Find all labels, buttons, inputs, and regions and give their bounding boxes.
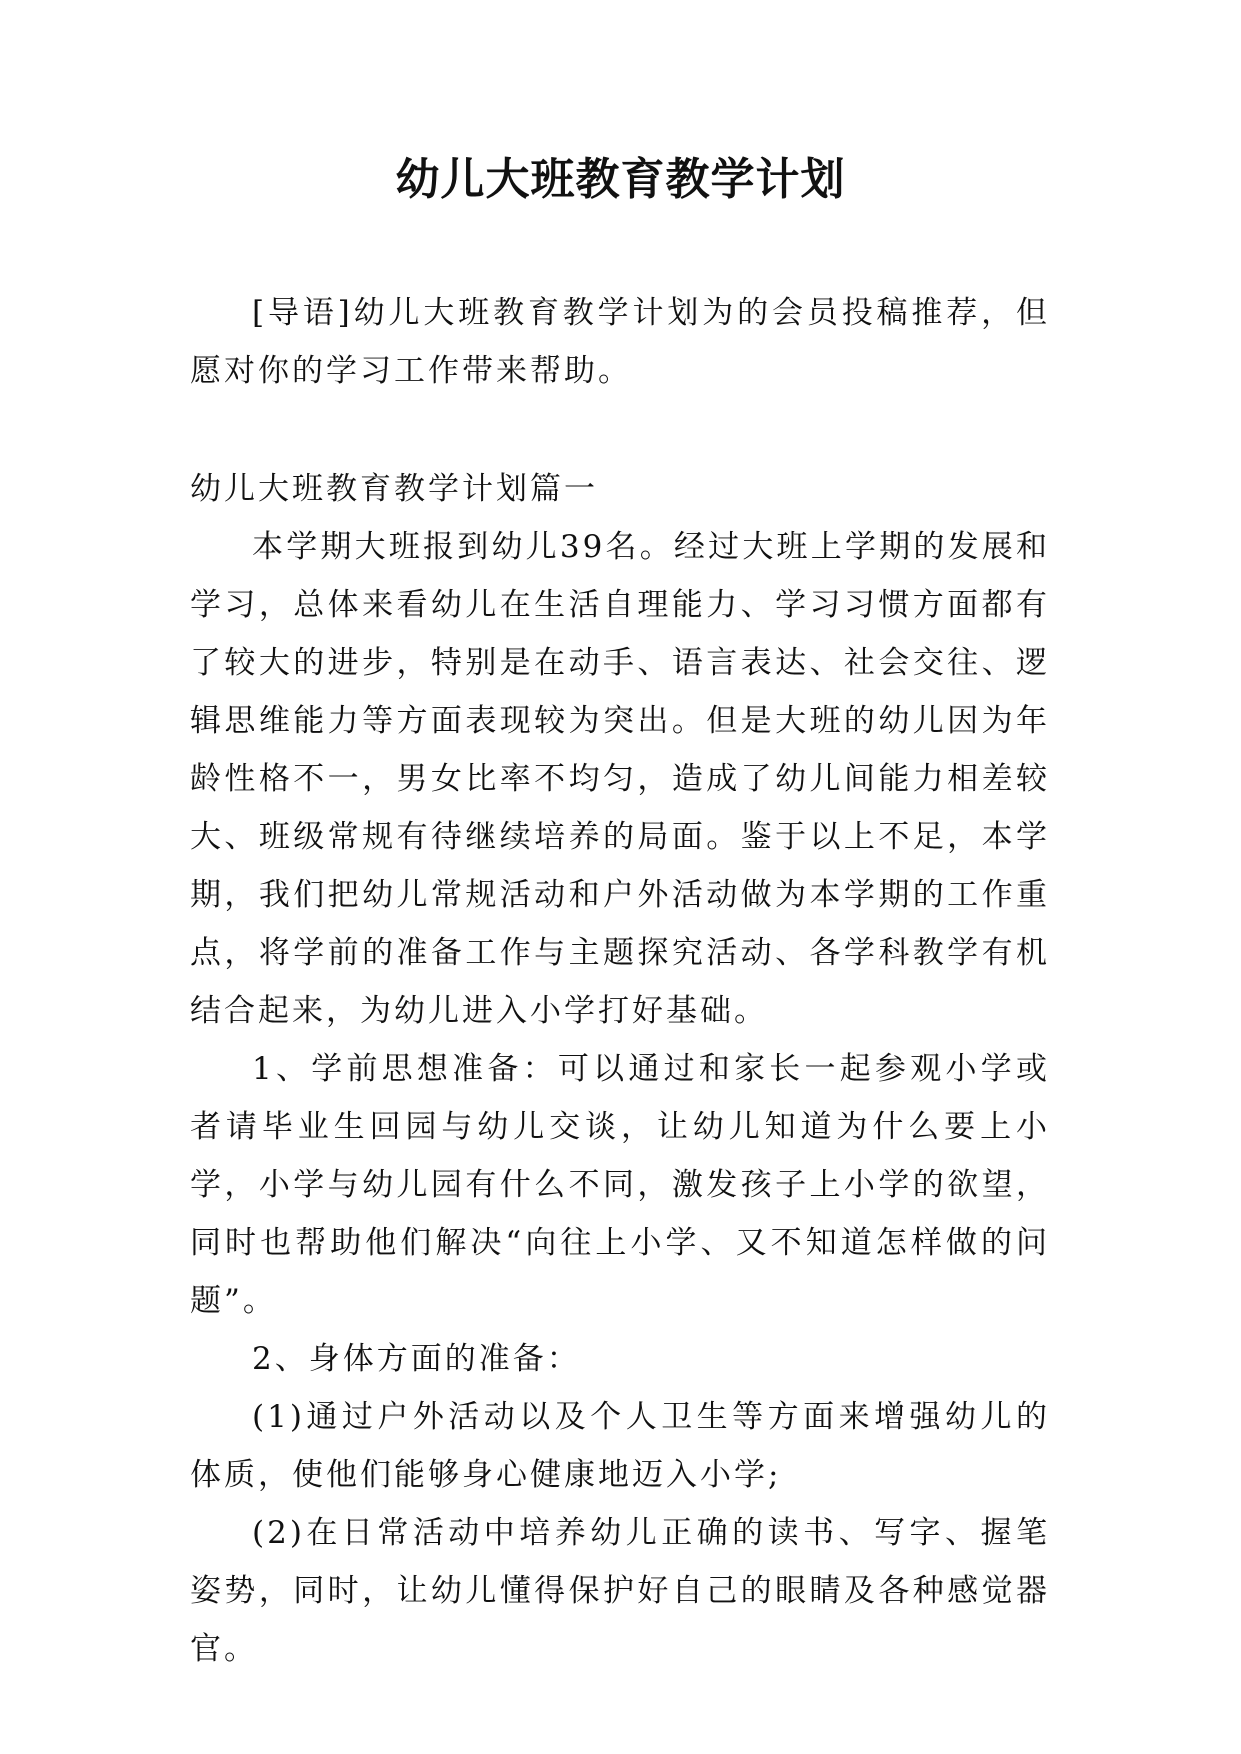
body-paragraph-4: (1)通过户外活动以及个人卫生等方面来增强幼儿的体质，使他们能够身心健康地迈入小学; (190, 1399, 1050, 1493)
intro-paragraph: [导语]幼儿大班教育教学计划为的会员投稿推荐，但愿对你的学习工作带来帮助。 (190, 295, 1050, 389)
document-title: 幼儿大班教育教学计划 (395, 154, 846, 205)
body-paragraph-5: (2)在日常活动中培养幼儿正确的读书、写字、握笔姿势，同时，让幼儿懂得保护好自己的眼睛及各种感觉器官。 (190, 1515, 1050, 1667)
spacer (190, 400, 1050, 460)
section-heading: 幼儿大班教育教学计划篇一 (190, 471, 598, 507)
body-paragraph-2: 1、学前思想准备：可以通过和家长一起参观小学或者请毕业生回园与幼儿交谈，让幼儿知道为什么要上小学，小学与幼儿园有什么不同，激发孩子上小学的欲望，同时也帮助他们解决“向往上小学、又不知道怎样做的问题”。 (190, 1051, 1050, 1319)
document-body (190, 284, 1050, 1678)
body-paragraph-3: 2、身体方面的准备： (252, 1341, 581, 1377)
body-paragraph-1: 本学期大班报到幼儿39名。经过大班上学期的发展和学习，总体来看幼儿在生活自理能力、学习习惯方面都有了较大的进步，特别是在动手、语言表达、社会交往、逻辑思维能力等方面表现较为突出。但是大班的幼儿因为年龄性格不一，男女比率不均匀，造成了幼儿间能力相差较大、班级常规有待继续培养的局面。鉴于以上不足，本学期，我们把幼儿常规活动和户外活动做为本学期的工作重点，将学前的准备工作与主题探究活动、各学科教学有机结合起来，为幼儿进入小学打好基础。 (190, 529, 1050, 1029)
